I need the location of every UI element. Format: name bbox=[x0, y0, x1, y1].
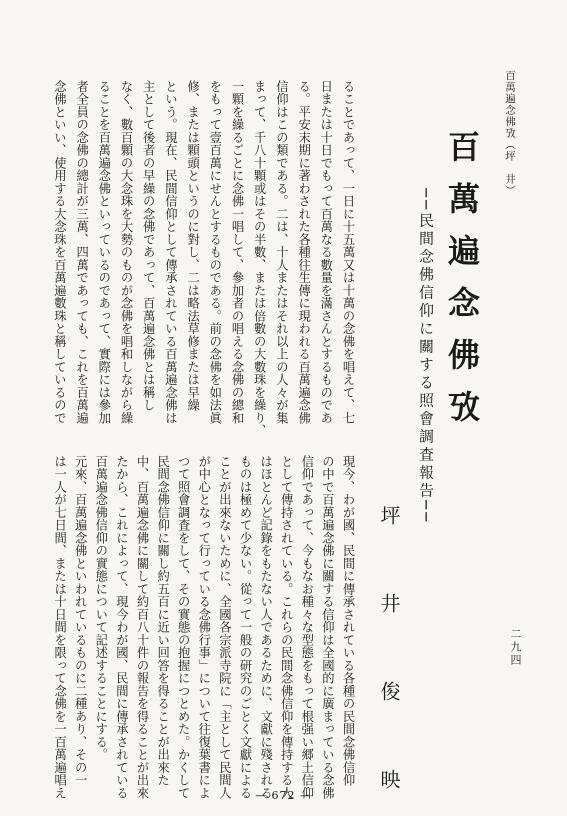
text-column: たから、これによって、現今わが國、民間に傳承されている bbox=[114, 455, 129, 800]
article-subtitle: ──民間念佛信仰に關する照會調査報告── bbox=[417, 188, 435, 525]
text-column: ることであって、一日に十五萬又は十萬の念佛を唱えて、七 bbox=[341, 80, 355, 425]
text-column: まって、千八十顆或はその半數、または倍數の大數珠を繰り、 bbox=[252, 80, 267, 437]
text-column: という。現在、民間信仰として傳承されている百萬遍念佛は bbox=[163, 80, 178, 425]
text-column: 一顆を繰るごとに念佛一唱して、參加者の唱える念佛の總和 bbox=[230, 80, 244, 425]
text-column: 者全員の念佛の總計が三萬、四萬であっても、これを百萬遍 bbox=[74, 80, 89, 425]
text-column: 元來、百萬遍念佛といわれているものに二種あり、その一 bbox=[73, 455, 88, 787]
text-column: つて照會調査をして、その實態の抱握につとめた。かくして bbox=[176, 455, 191, 800]
article-title: 百萬遍念佛攷 bbox=[443, 130, 481, 442]
running-head: 百萬遍念佛攷（坪 井） bbox=[504, 70, 516, 197]
text-column: の中で百萬遍念佛に關する信仰は全國的に廣まっている念佛 bbox=[320, 455, 335, 800]
text-column: 中、百萬遍念佛に關して約百八十件の報告を得ることが出來 bbox=[135, 455, 149, 800]
text-column: が中心となって行っている念佛行事」について往復葉書によ bbox=[196, 455, 211, 800]
page-number-kanji: 二九四 bbox=[509, 628, 522, 667]
text-column: 民間念佛信仰に關し約五百に近い回答を得ることが出來た bbox=[155, 455, 170, 787]
text-column: 百萬遍念佛信仰の實態について記述することにする。 bbox=[93, 455, 108, 761]
text-column: ることを百萬遍念佛といっているのであって、實際には參加 bbox=[96, 80, 111, 425]
text-column: はほとんど記錄をもたない人であるために、文獻に殘される bbox=[258, 455, 273, 800]
author-name: 坪 井 俊 映 bbox=[377, 505, 401, 813]
text-column: は一人が七日間、または十日間を限って念佛を一百萬遍唱え bbox=[52, 455, 67, 800]
text-column: 主として後者の早繰の念佛であって、百萬遍念佛とは稱し bbox=[141, 80, 156, 412]
text-column: ものは極めて少ない。從って一般の研究のごとく文獻による bbox=[238, 455, 252, 800]
text-column: なく、數百顆の大念珠を大勢のものが念佛を唱和しながら繰 bbox=[119, 80, 133, 425]
text-column: 現今、わが國、民間に傳承されている各種の民間念佛信仰 bbox=[341, 455, 355, 787]
text-column: 念佛といい、使用する大念珠を百萬遍數珠と稱しているので bbox=[52, 80, 67, 425]
text-column: る。平安末期に著わされた各種往生傳に現われる百萬遍念佛 bbox=[296, 80, 311, 425]
text-column: 修、または顆頭というのに對し、二は略法草修または早繰 bbox=[185, 80, 200, 412]
text-column: 信仰はこの類である。二は、十人またはそれ以上の人々が集 bbox=[274, 80, 289, 425]
text-column: として傳持されている。これらの民間念佛信仰を傳持する人 bbox=[279, 455, 294, 800]
text-column: をもって壹百萬にせんとするものである。前の念佛を如法眞 bbox=[207, 80, 222, 425]
folio: — 672 — bbox=[255, 789, 312, 802]
text-column: ことが出來ないために、全國各宗派寺院に「主として民間人 bbox=[217, 455, 232, 800]
text-column: 信仰であって、今もなお種々な型態をもって根强い郷土信仰 bbox=[299, 455, 314, 800]
text-column: 日または十日でもって百萬なる數量を滿さんとするものであ bbox=[318, 80, 333, 425]
